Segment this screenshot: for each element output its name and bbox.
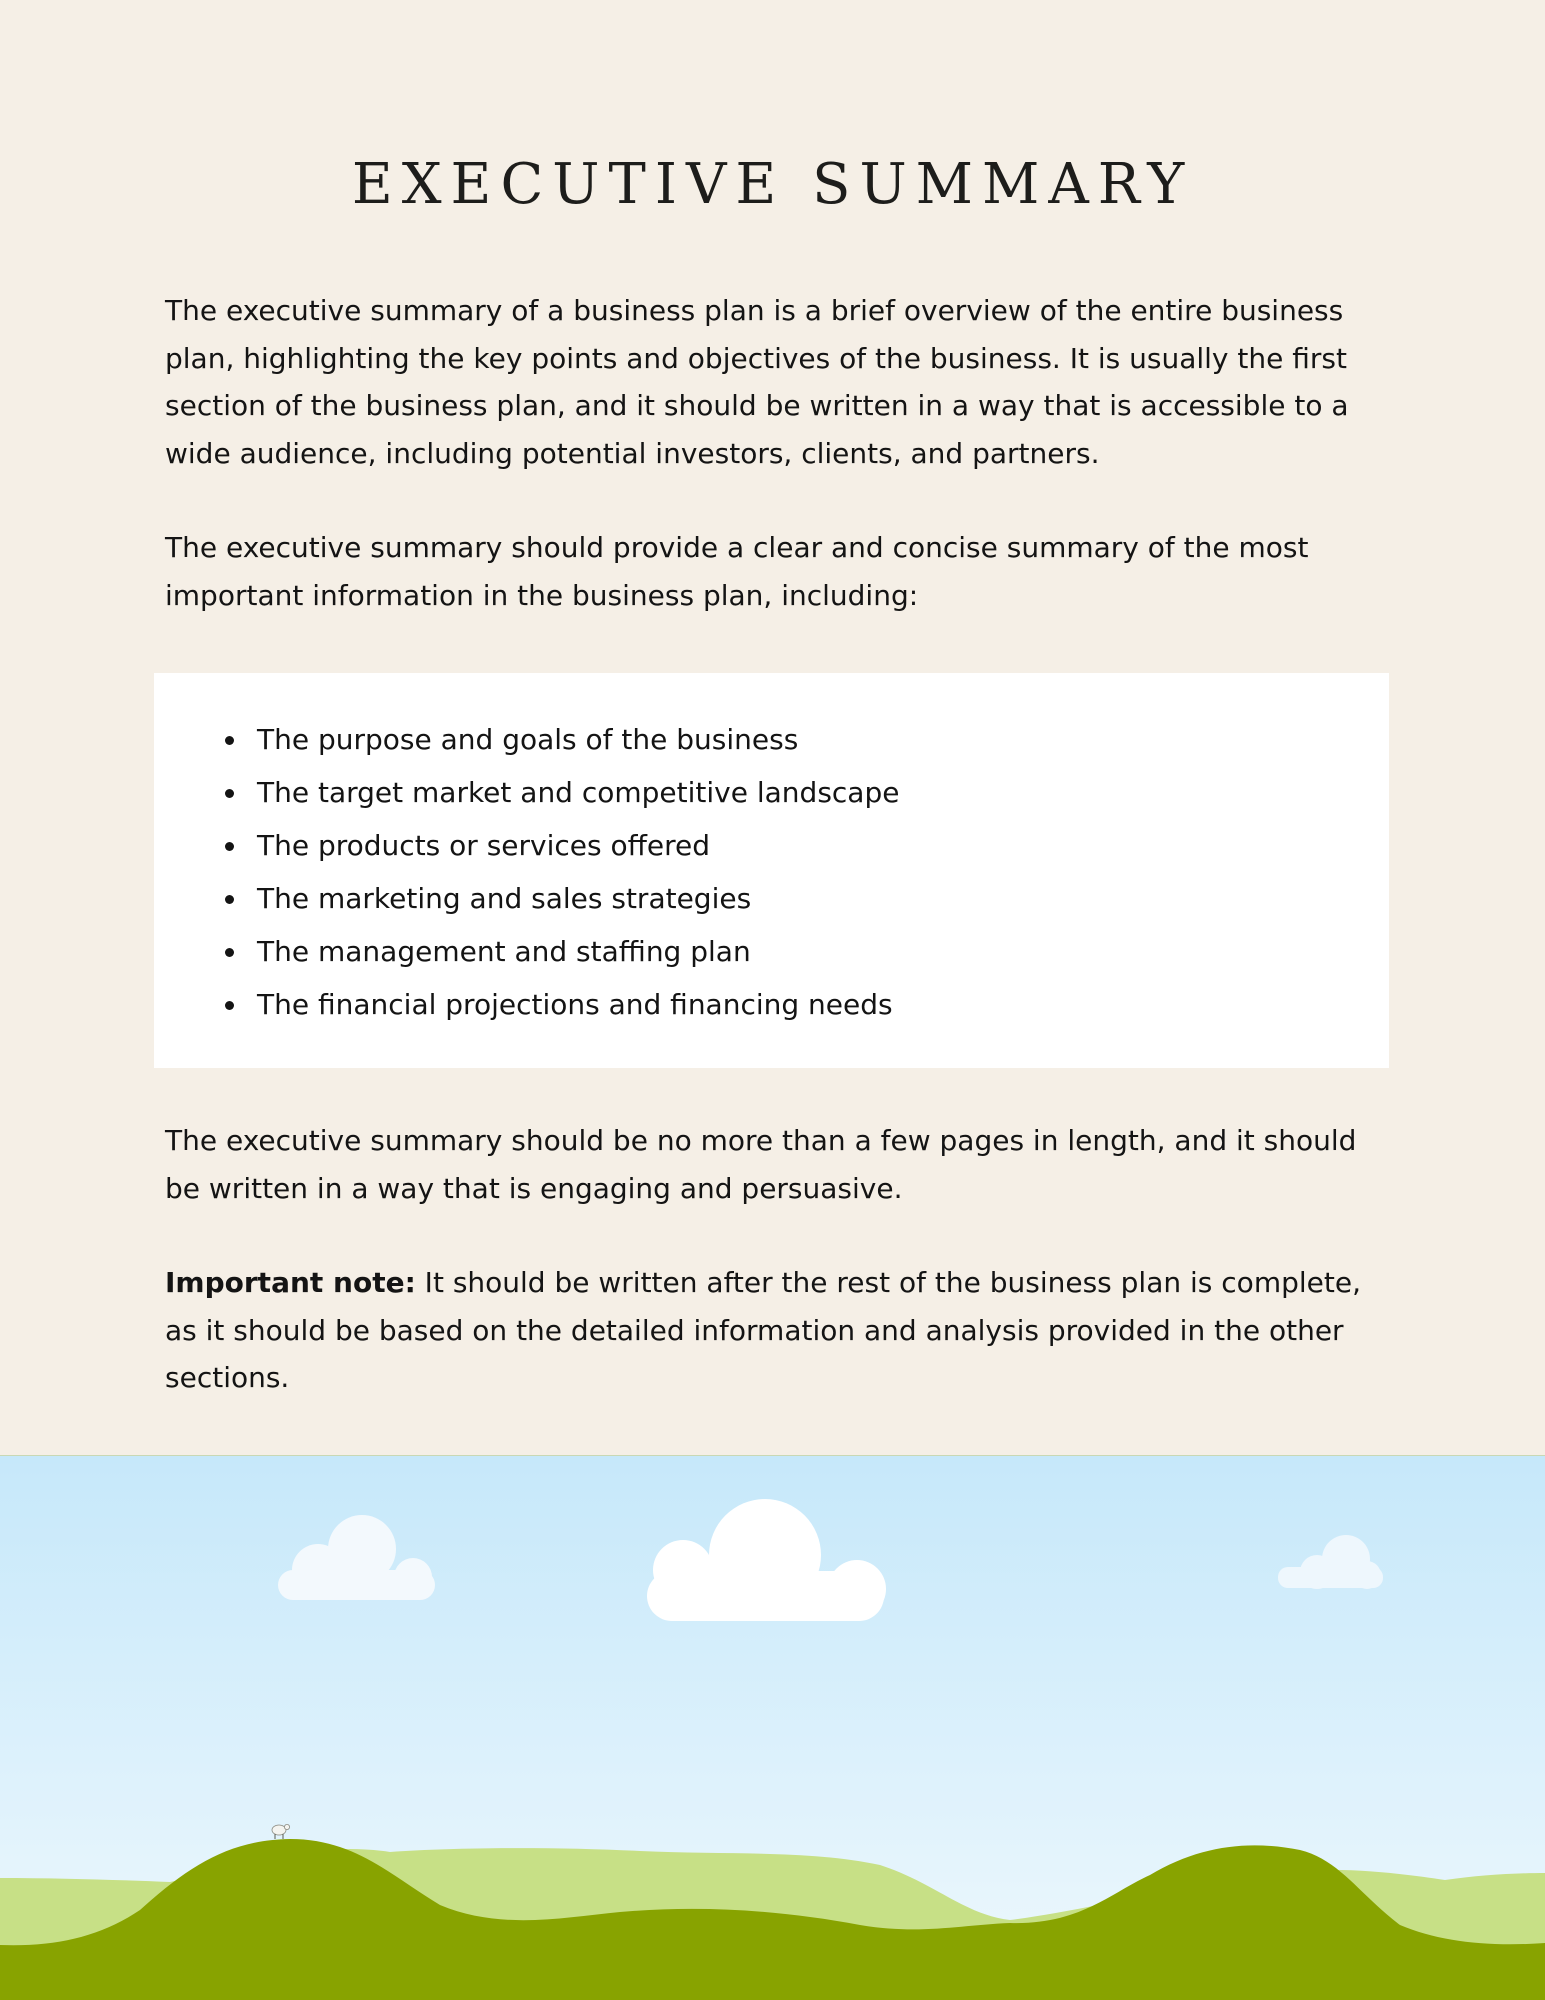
bullet-icon bbox=[225, 789, 234, 798]
bullet-icon bbox=[225, 736, 234, 745]
important-note-paragraph bbox=[165, 1259, 1390, 1402]
page-title: EXECUTIVE SUMMARY bbox=[351, 152, 1194, 217]
list-item-text: The products or services offered bbox=[257, 829, 711, 862]
length-paragraph: The executive summary should be no more than a few pages in length, and it should be written in a way that is engaging and persuasive. bbox=[165, 1124, 1357, 1205]
key-points-list bbox=[154, 713, 1389, 1031]
list-item-text: The target market and competitive landscape bbox=[257, 776, 900, 809]
list-item-text: The purpose and goals of the business bbox=[257, 723, 799, 756]
bullet-icon bbox=[225, 842, 234, 851]
note-label: Important note: bbox=[165, 1266, 416, 1299]
intro-paragraph: The executive summary of a business plan is a brief overview of the entire business plan, highlighting the key points and objectives of the business. It is usually the first section of the business plan, and it should be written in a way that is accessible to a wide audience, including potential investors, clients, and partners. bbox=[165, 294, 1349, 470]
summary-contents-paragraph: The executive summary should provide a clear and concise summary of the most important information in the business plan, including: bbox=[165, 531, 1309, 612]
note-text: It should be written after the rest of the business plan is complete, as it should be based on the detailed information and analysis provided in the other sections. bbox=[165, 1266, 1361, 1394]
list-item-text: The financial projections and financing needs bbox=[257, 988, 893, 1021]
list-item bbox=[154, 978, 1389, 1031]
list-item bbox=[154, 766, 1389, 819]
bullet-icon bbox=[225, 948, 234, 957]
list-item bbox=[154, 872, 1389, 925]
list-item bbox=[154, 925, 1389, 978]
landscape-illustration bbox=[0, 1455, 1545, 2000]
key-points-box bbox=[154, 673, 1389, 1068]
bullet-icon bbox=[225, 1001, 234, 1010]
list-item-text: The marketing and sales strategies bbox=[257, 882, 752, 915]
list-item-text: The management and staffing plan bbox=[257, 935, 751, 968]
landscape-svg bbox=[0, 1455, 1545, 2000]
list-item bbox=[154, 713, 1389, 766]
bullet-icon bbox=[225, 895, 234, 904]
list-item bbox=[154, 819, 1389, 872]
